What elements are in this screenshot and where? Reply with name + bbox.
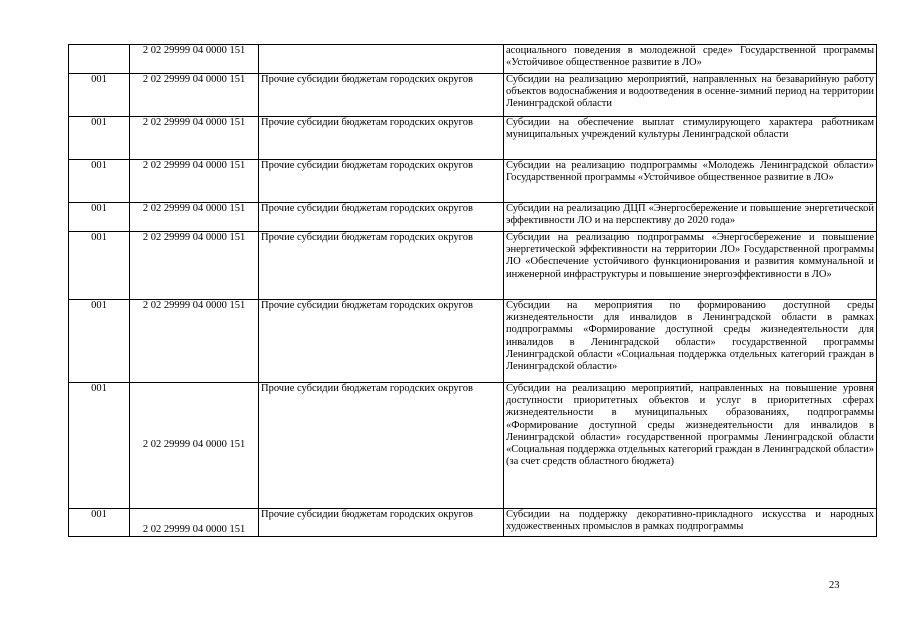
description-cell: Субсидии на реализацию подпрограммы «Молодежь Ленинградской области» Государственной программы «Устойчивое общественное развитие в ЛО» [504,160,877,203]
description-cell: Субсидии на реализацию мероприятий, направленных на повышение уровня доступности приоритетных объектов и услуг в приоритетных сферах жизнедеятельности в муниципальных образованиях, подпрограммы «Формирование доступной среды жизнедеятельности для инвалидов в Ленинградской области» государственной программы Ленинградской области «Социальная поддержка отдельных категорий граждан в Ленинградской области» (за счет средств областного бюджета) [504,383,877,509]
page-number: 23 [829,580,840,591]
revenue-type-cell: Прочие субсидии бюджетам городских округов [259,383,504,509]
table-row [69,45,877,74]
table-row [69,232,877,300]
budget-code-cell: 2 02 29999 04 0000 151 [130,300,259,383]
table-row [69,203,877,232]
revenue-type-cell: Прочие субсидии бюджетам городских округов [259,117,504,160]
description-cell: Субсидии на обеспечение выплат стимулирующего характера работникам муниципальных учреждений культуры Ленинградской области [504,117,877,160]
admin-code-cell: 001 [69,509,130,537]
budget-code-cell: 2 02 29999 04 0000 151 [130,117,259,160]
revenue-type-cell: Прочие субсидии бюджетам городских округов [259,509,504,537]
revenue-type-cell: Прочие субсидии бюджетам городских округов [259,300,504,383]
budget-code-cell: 2 02 29999 04 0000 151 [130,203,259,232]
revenue-type-cell: Прочие субсидии бюджетам городских округов [259,232,504,300]
budget-revenue-table [68,44,877,537]
table-row [69,383,877,509]
revenue-type-cell: Прочие субсидии бюджетам городских округов [259,203,504,232]
description-cell: Субсидии на реализацию подпрограммы «Энергосбережение и повышение энергетической эффективности на территории ЛО» Государственной программы ЛО «Обеспечение устойчивого функционирования и развития коммунальной и инженерной инфраструктуры и повышение энергоэффективности в ЛО» [504,232,877,300]
budget-code-cell: 2 02 29999 04 0000 151 [130,160,259,203]
table-row [69,117,877,160]
description-cell: Субсидии на мероприятия по формированию доступной среды жизнедеятельности для инвалидов в Ленинградской области в рамках подпрограммы «Формирование доступной среды жизнедеятельности для инвалидов в Ленинградской области» государственной программы Ленинградской области «Социальная поддержка отдельных категорий граждан в Ленинградской области» [504,300,877,383]
table-row [69,160,877,203]
table-row [69,74,877,117]
revenue-type-cell: Прочие субсидии бюджетам городских округов [259,74,504,117]
budget-code-cell: 2 02 29999 04 0000 151 [130,45,259,74]
description-cell: Субсидии на поддержку декоративно-прикладного искусства и народных художественных промыслов в рамках подпрограммы [504,509,877,537]
description-cell: Субсидии на реализацию ДЦП «Энергосбережение и повышение энергетической эффективности ЛО и на перспективу до 2020 года» [504,203,877,232]
description-cell: асоциального поведения в молодежной среде» Государственной программы «Устойчивое общественное развитие в ЛО» [504,45,877,74]
budget-code-cell: 2 02 29999 04 0000 151 [130,232,259,300]
admin-code-cell: 001 [69,300,130,383]
admin-code-cell: 001 [69,383,130,509]
budget-code-cell: 2 02 29999 04 0000 151 [130,509,259,537]
admin-code-cell [69,45,130,74]
budget-code-cell: 2 02 29999 04 0000 151 [130,74,259,117]
admin-code-cell: 001 [69,74,130,117]
admin-code-cell: 001 [69,117,130,160]
table-row [69,300,877,383]
admin-code-cell: 001 [69,160,130,203]
description-cell: Субсидии на реализацию мероприятий, направленных на безаварийную работу объектов водоснабжения и водоотведения в осенне-зимний период на территории Ленинградской области [504,74,877,117]
budget-code-cell: 2 02 29999 04 0000 151 [130,383,259,509]
admin-code-cell: 001 [69,203,130,232]
revenue-type-cell: Прочие субсидии бюджетам городских округов [259,160,504,203]
admin-code-cell: 001 [69,232,130,300]
revenue-type-cell [259,45,504,74]
table-row [69,509,877,537]
